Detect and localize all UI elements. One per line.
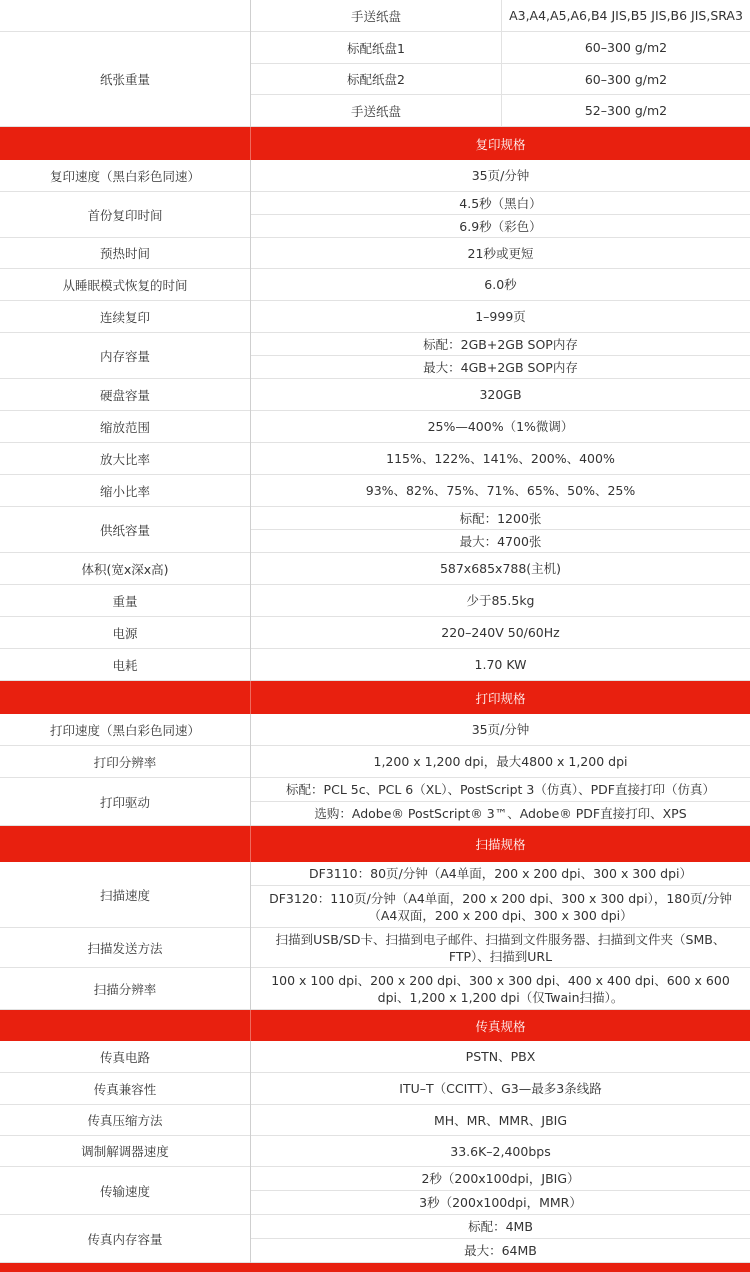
row-label: 缩放范围 [0,411,250,443]
row-value: 最大：4700张 [251,530,750,553]
sub-value: 60–300 g/m2 [501,64,750,95]
section-header-copy [0,127,750,160]
spec-row-print-driver [0,778,750,826]
spec-row-reduce [0,475,750,507]
section-title: 扫描规格 [250,826,750,862]
spec-row-transmit-speed [0,1167,750,1215]
spec-row-fax-memory [0,1215,750,1263]
value-cell [250,1167,750,1215]
row-value: 100 x 100 dpi、200 x 200 dpi、300 x 300 dpi、400 x 400 dpi、600 x 600 dpi、1,200 x 1,200 dpi（仅Twain扫描）。 [251,968,750,1010]
row-value: 最大：64MB [251,1239,750,1263]
row-value: 1,200 x 1,200 dpi，最大4800 x 1,200 dpi [251,746,750,778]
section-header-print [0,681,750,714]
row-label: 传真电路 [0,1041,250,1073]
row-label: 扫描发送方法 [0,928,250,968]
row-label: 内存容量 [0,333,250,379]
value-cell [250,1041,750,1073]
spec-row-scan-speed [0,862,750,928]
row-value: 2秒（200x100dpi，JBIG） [251,1167,750,1191]
spec-row-modem-speed [0,1136,750,1167]
row-value: PSTN、PBX [251,1041,750,1073]
sub-label: 标配纸盘1 [251,32,501,64]
value-cell [250,1073,750,1105]
value-cell [250,192,750,238]
row-value: 6.9秒（彩色） [251,215,750,238]
row-value: 标配：2GB+2GB SOP内存 [251,333,750,356]
value-cell [250,379,750,411]
row-label: 预热时间 [0,238,250,269]
row-value: 标配：1200张 [251,507,750,530]
spec-row-paper-capacity [0,507,750,553]
row-value: 25%—400%（1%微调） [251,411,750,443]
value-cell [250,269,750,301]
spec-row-fax-line [0,1041,750,1073]
row-label: 传真兼容性 [0,1073,250,1105]
row-label: 打印速度（黑白彩色同速） [0,714,250,746]
value-cell [250,0,750,32]
value-cell [250,160,750,192]
sub-label: 手送纸盘 [251,95,501,127]
spec-row-warmup [0,238,750,269]
row-label: 扫描分辨率 [0,968,250,1010]
value-cell [250,968,750,1010]
value-cell [250,746,750,778]
value-cell [250,1105,750,1136]
row-label: 重量 [0,585,250,617]
spec-row-continuous-copy [0,301,750,333]
row-label: 缩小比率 [0,475,250,507]
value-cell [250,778,750,826]
row-value: 35页/分钟 [251,160,750,192]
row-value: 标配：PCL 5c、PCL 6（XL）、PostScript 3（仿真）、PDF直接打印（仿真） [251,778,750,802]
section-header-scan [0,826,750,862]
row-value: ITU–T（CCITT）、G3—最多3条线路 [251,1073,750,1105]
row-label: 电耗 [0,649,250,681]
row-value: 1.70 KW [251,649,750,681]
row-value: 21秒或更短 [251,238,750,269]
spec-row-sleep-recovery [0,269,750,301]
row-label: 首份复印时间 [0,192,250,238]
spec-row-enlarge [0,443,750,475]
value-cell [250,443,750,475]
value-cell [250,617,750,649]
row-value: 220–240V 50/60Hz [251,617,750,649]
value-cell [250,553,750,585]
value-cell [250,475,750,507]
sub-value: 60–300 g/m2 [501,32,750,64]
row-value: 35页/分钟 [251,714,750,746]
value-cell [250,862,750,928]
row-value: 115%、122%、141%、200%、400% [251,443,750,475]
row-value: MH、MR、MMR、JBIG [251,1105,750,1136]
row-label: 供纸容量 [0,507,250,553]
footer-bar [0,1263,750,1272]
spec-row-scan-resolution [0,968,750,1010]
row-value: 最大：4GB+2GB SOP内存 [251,356,750,379]
section-title: 复印规格 [250,127,750,160]
section-header-fax [0,1010,750,1041]
value-cell [250,333,750,379]
value-cell [250,301,750,333]
row-label: 打印分辨率 [0,746,250,778]
sub-value: 52–300 g/m2 [501,95,750,127]
spec-row-scan-send [0,928,750,968]
sub-label: 手送纸盘 [251,0,501,32]
row-label: 纸张重量 [0,32,250,127]
row-label: 调制解调器速度 [0,1136,250,1167]
row-value: 扫描到USB/SD卡、扫描到电子邮件、扫描到文件服务器、扫描到文件夹（SMB、FTP）、扫描到URL [251,928,750,968]
row-label: 传输速度 [0,1167,250,1215]
row-label: 打印驱动 [0,778,250,826]
row-label: 传真内存容量 [0,1215,250,1263]
spec-row-power [0,617,750,649]
value-cell [250,32,750,127]
value-cell [250,1136,750,1167]
value-cell [250,411,750,443]
spec-row-hdd [0,379,750,411]
row-label: 复印速度（黑白彩色同速） [0,160,250,192]
section-title: 传真规格 [250,1010,750,1041]
spec-row-dimensions [0,553,750,585]
row-label: 连续复印 [0,301,250,333]
value-cell [250,1215,750,1263]
spec-row-print-speed [0,714,750,746]
row-value: 320GB [251,379,750,411]
row-value: 1–999页 [251,301,750,333]
row-value: DF3120：110页/分钟（A4单面，200 x 200 dpi、300 x 300 dpi），180页/分钟（A4双面，200 x 200 dpi、300 x 300 dpi） [251,886,750,928]
row-label: 电源 [0,617,250,649]
value-cell [250,649,750,681]
spec-row-consumption [0,649,750,681]
spec-row-copy-speed [0,160,750,192]
value-cell [250,238,750,269]
value-cell [250,507,750,553]
row-label: 体积(宽x深x高) [0,553,250,585]
spec-row-fax-compression [0,1105,750,1136]
row-label: 从睡眠模式恢复的时间 [0,269,250,301]
spec-row-memory [0,333,750,379]
row-value: 93%、82%、75%、71%、65%、50%、25% [251,475,750,507]
row-value: 6.0秒 [251,269,750,301]
spec-row-print-resolution [0,746,750,778]
paper-size-row [0,0,750,32]
row-value: DF3110：80页/分钟（A4单面，200 x 200 dpi、300 x 300 dpi） [251,862,750,886]
spec-row-weight [0,585,750,617]
row-value: 少于85.5kg [251,585,750,617]
row-value: 4.5秒（黑白） [251,192,750,215]
row-value: 587x685x788(主机) [251,553,750,585]
row-value: 3秒（200x100dpi，MMR） [251,1191,750,1215]
sub-value: A3,A4,A5,A6,B4 JIS,B5 JIS,B6 JIS,SRA3 [501,0,750,32]
sub-label: 标配纸盘2 [251,64,501,95]
row-label: 扫描速度 [0,862,250,928]
value-cell [250,928,750,968]
row-value: 选购：Adobe® PostScript® 3™、Adobe® PDF直接打印、XPS [251,802,750,826]
spec-row-zoom-range [0,411,750,443]
row-value: 标配：4MB [251,1215,750,1239]
row-label: 传真压缩方法 [0,1105,250,1136]
value-cell [250,585,750,617]
spec-row-first-copy [0,192,750,238]
row-label-empty [0,0,250,32]
row-value: 33.6K–2,400bps [251,1136,750,1167]
section-title: 打印规格 [250,681,750,714]
row-label: 硬盘容量 [0,379,250,411]
spec-row-fax-compat [0,1073,750,1105]
row-label: 放大比率 [0,443,250,475]
value-cell [250,714,750,746]
paper-weight-row [0,32,750,127]
